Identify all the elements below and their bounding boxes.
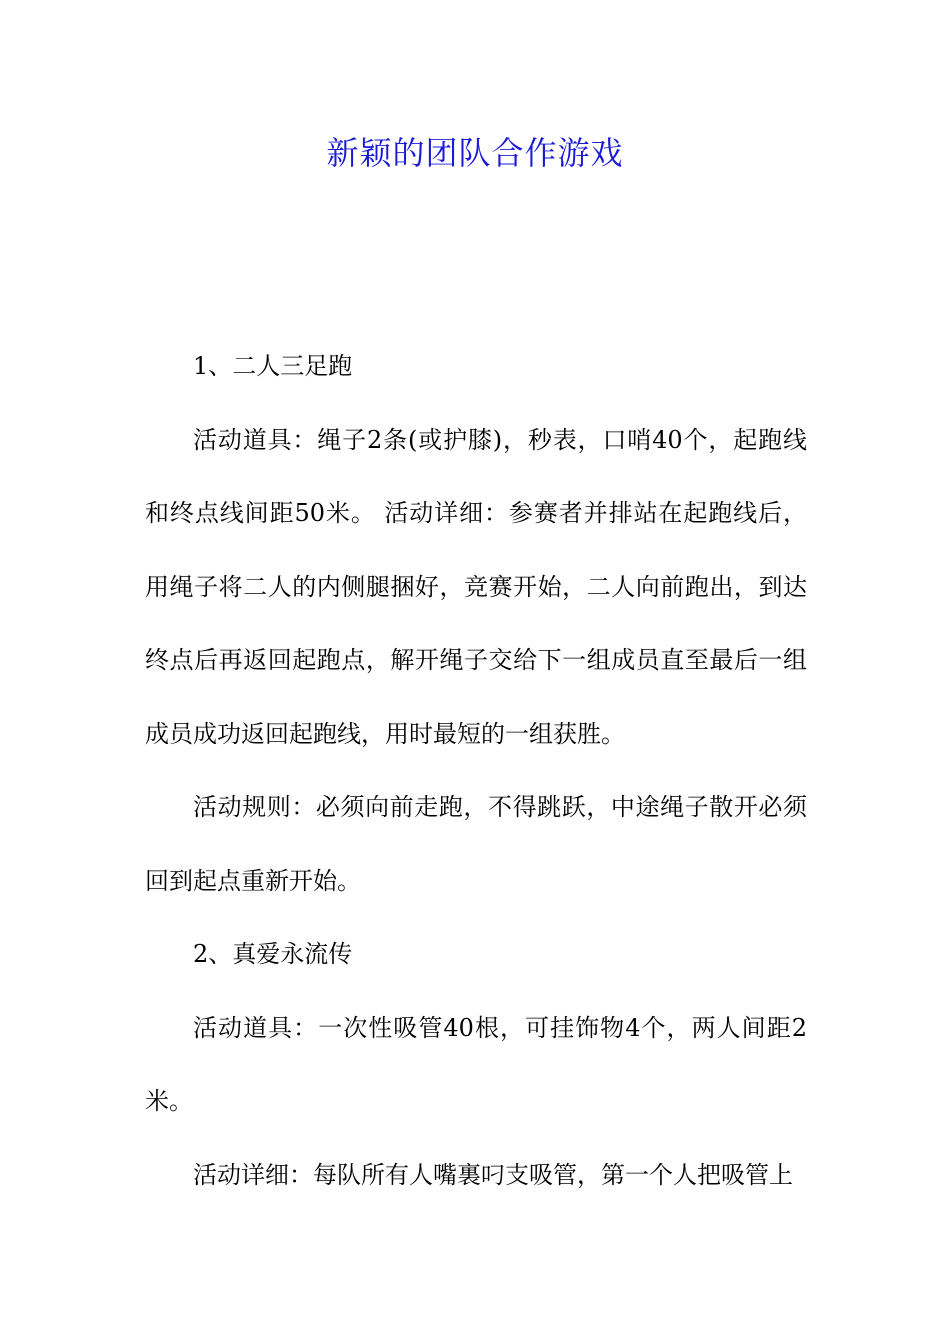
paragraph-props-2: 活动道具：一次性吸管40根，可挂饰物4个，两人间距2米。 — [145, 1013, 807, 1115]
document-body — [145, 330, 807, 1212]
paragraph-props-and-details-1: 活动道具：绳子2条(或护膝)，秒表，口哨40个，起跑线和终点线间距50米。 活动详细：参赛者并排站在起跑线后，用绳子将二人的内侧腿捆好，竞赛开始，二人向前跑出，到达终点后再返回起跑点，解开绳子交给下一组成员直至最后一组成员成功返回起跑线，用时最短的一组获胜。 — [145, 425, 807, 748]
section-heading-1: 1、二人三足跑 — [193, 352, 353, 380]
document-title: 新颖的团队合作游戏 — [326, 134, 624, 172]
paragraph-details-2: 活动详细：每队所有人嘴裏叼支吸管，第一个人把吸管上 — [193, 1160, 793, 1189]
section-heading-2: 2、真爱永流传 — [193, 940, 353, 968]
paragraph-rules-1: 活动规则：必须向前走跑，不得跳跃，中途绳子散开必须回到起点重新开始。 — [145, 793, 807, 895]
